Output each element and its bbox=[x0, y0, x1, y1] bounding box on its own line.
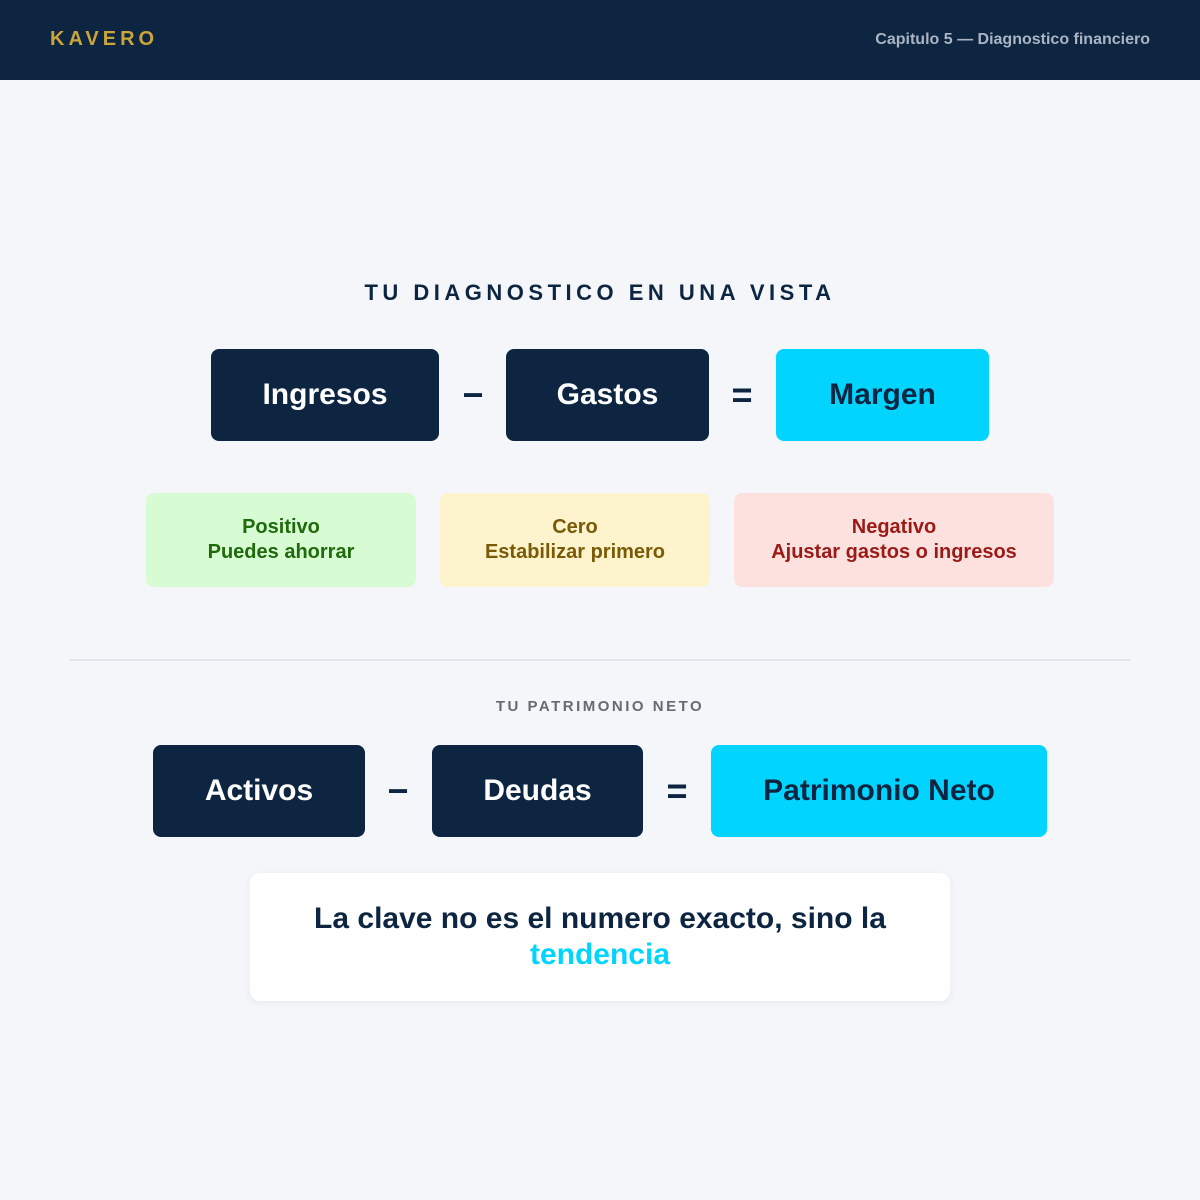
status-negative-action: Ajustar gastos o ingresos bbox=[771, 541, 1017, 563]
minus-operator: − bbox=[387, 770, 409, 811]
net-worth-title: TU PATRIMONIO NETO bbox=[495, 698, 705, 715]
status-positive-name: Positivo bbox=[242, 516, 320, 538]
equals-operator: = bbox=[666, 770, 688, 811]
status-zero-action: Estabilizar primero bbox=[484, 541, 666, 563]
status-negative-card bbox=[734, 493, 1054, 587]
equals-operator: = bbox=[731, 374, 753, 415]
assets-box: Activos bbox=[153, 745, 365, 837]
margin-box: Margen bbox=[776, 349, 989, 441]
key-message-highlight: tendencia bbox=[529, 938, 671, 971]
minus-operator: − bbox=[462, 374, 484, 415]
brand-logo: KAVERO bbox=[50, 28, 159, 50]
debts-box: Deudas bbox=[432, 745, 643, 837]
status-positive-action: Puedes ahorrar bbox=[207, 541, 355, 563]
key-message-card bbox=[250, 873, 950, 1001]
status-negative-name: Negativo bbox=[851, 516, 937, 538]
top-bar bbox=[0, 0, 1200, 80]
chapter-label: Capitulo 5 — Diagnostico financiero bbox=[875, 31, 1150, 48]
expenses-box: Gastos bbox=[506, 349, 709, 441]
status-positive-card bbox=[146, 493, 416, 587]
diagnostic-title: TU DIAGNOSTICO EN UNA VISTA bbox=[364, 280, 836, 305]
section-divider bbox=[70, 659, 1130, 661]
net-worth-box: Patrimonio Neto bbox=[711, 745, 1047, 837]
status-zero-name: Cero bbox=[552, 516, 598, 538]
key-message-text: La clave no es el numero exacto, sino la bbox=[314, 902, 886, 935]
income-box: Ingresos bbox=[211, 349, 439, 441]
status-zero-card bbox=[440, 493, 710, 587]
